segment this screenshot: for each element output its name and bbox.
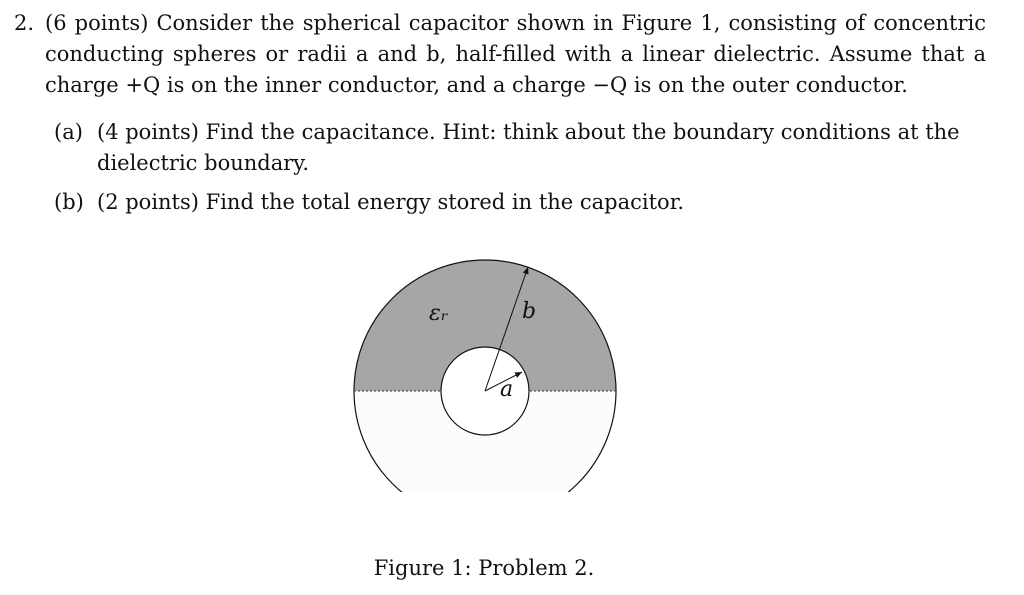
part-b	[54, 187, 984, 218]
part-a-marker: (a)	[54, 120, 83, 144]
problem-number: 2.	[14, 11, 35, 35]
inner-radius-label: a	[500, 377, 514, 402]
part-b-text: (2 points) Find the total energy stored in the capacitor.	[97, 190, 685, 214]
figure-caption: Figure 1: Problem 2.	[373, 556, 595, 580]
dielectric-label: εᵣ	[429, 301, 449, 326]
capacitor-figure	[340, 252, 630, 492]
part-b-marker: (b)	[54, 190, 84, 214]
capacitor-diagram	[340, 252, 630, 492]
problem-statement: (6 points) Consider the spherical capacitor shown in Figure 1, consisting of concentric conducting spheres or radii a and b, half-filled with a linear dielectric. Assume that a charge +Q is on the inner conductor, and a charge −Q is on the outer conductor.	[45, 11, 986, 97]
problem-2	[14, 8, 986, 101]
outer-radius-label: b	[522, 299, 537, 324]
part-a-text: (4 points) Find the capacitance. Hint: think about the boundary conditions at the dielectric boundary.	[97, 120, 960, 175]
problem-parts	[54, 117, 984, 218]
part-a	[54, 117, 984, 179]
